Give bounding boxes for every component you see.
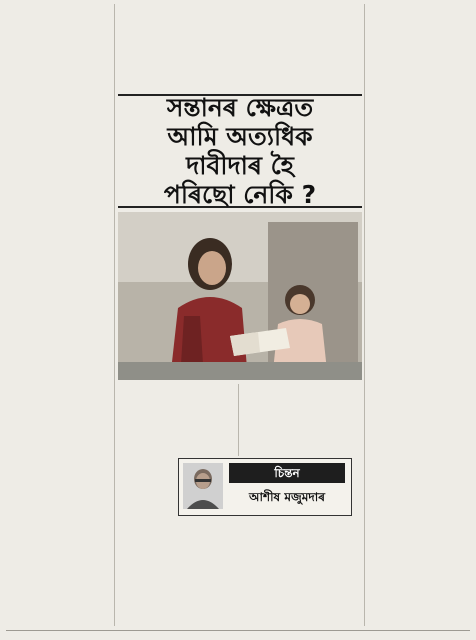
column-divider xyxy=(364,4,365,626)
headline-line: সন্তানৰ ক্ষেত্ৰত xyxy=(166,93,314,122)
author-photo xyxy=(183,463,223,509)
headline-line: দাবীদাৰ হৈ xyxy=(186,151,294,180)
headline-line: আমি অত্যধিক xyxy=(167,122,313,151)
mother-child-reading-photo xyxy=(118,212,362,380)
headline-line: পৰিছো নেকি ? xyxy=(163,180,317,209)
article-photo xyxy=(118,212,362,380)
column-tag: চিন্তন xyxy=(229,463,345,483)
author-portrait xyxy=(183,463,223,509)
headline xyxy=(118,94,362,208)
column-divider xyxy=(238,384,239,456)
author-name: আশীষ মজুমদাৰ xyxy=(249,490,325,504)
column-byline-box xyxy=(178,458,352,516)
column-divider xyxy=(114,4,115,626)
page-bottom-rule xyxy=(6,630,470,631)
